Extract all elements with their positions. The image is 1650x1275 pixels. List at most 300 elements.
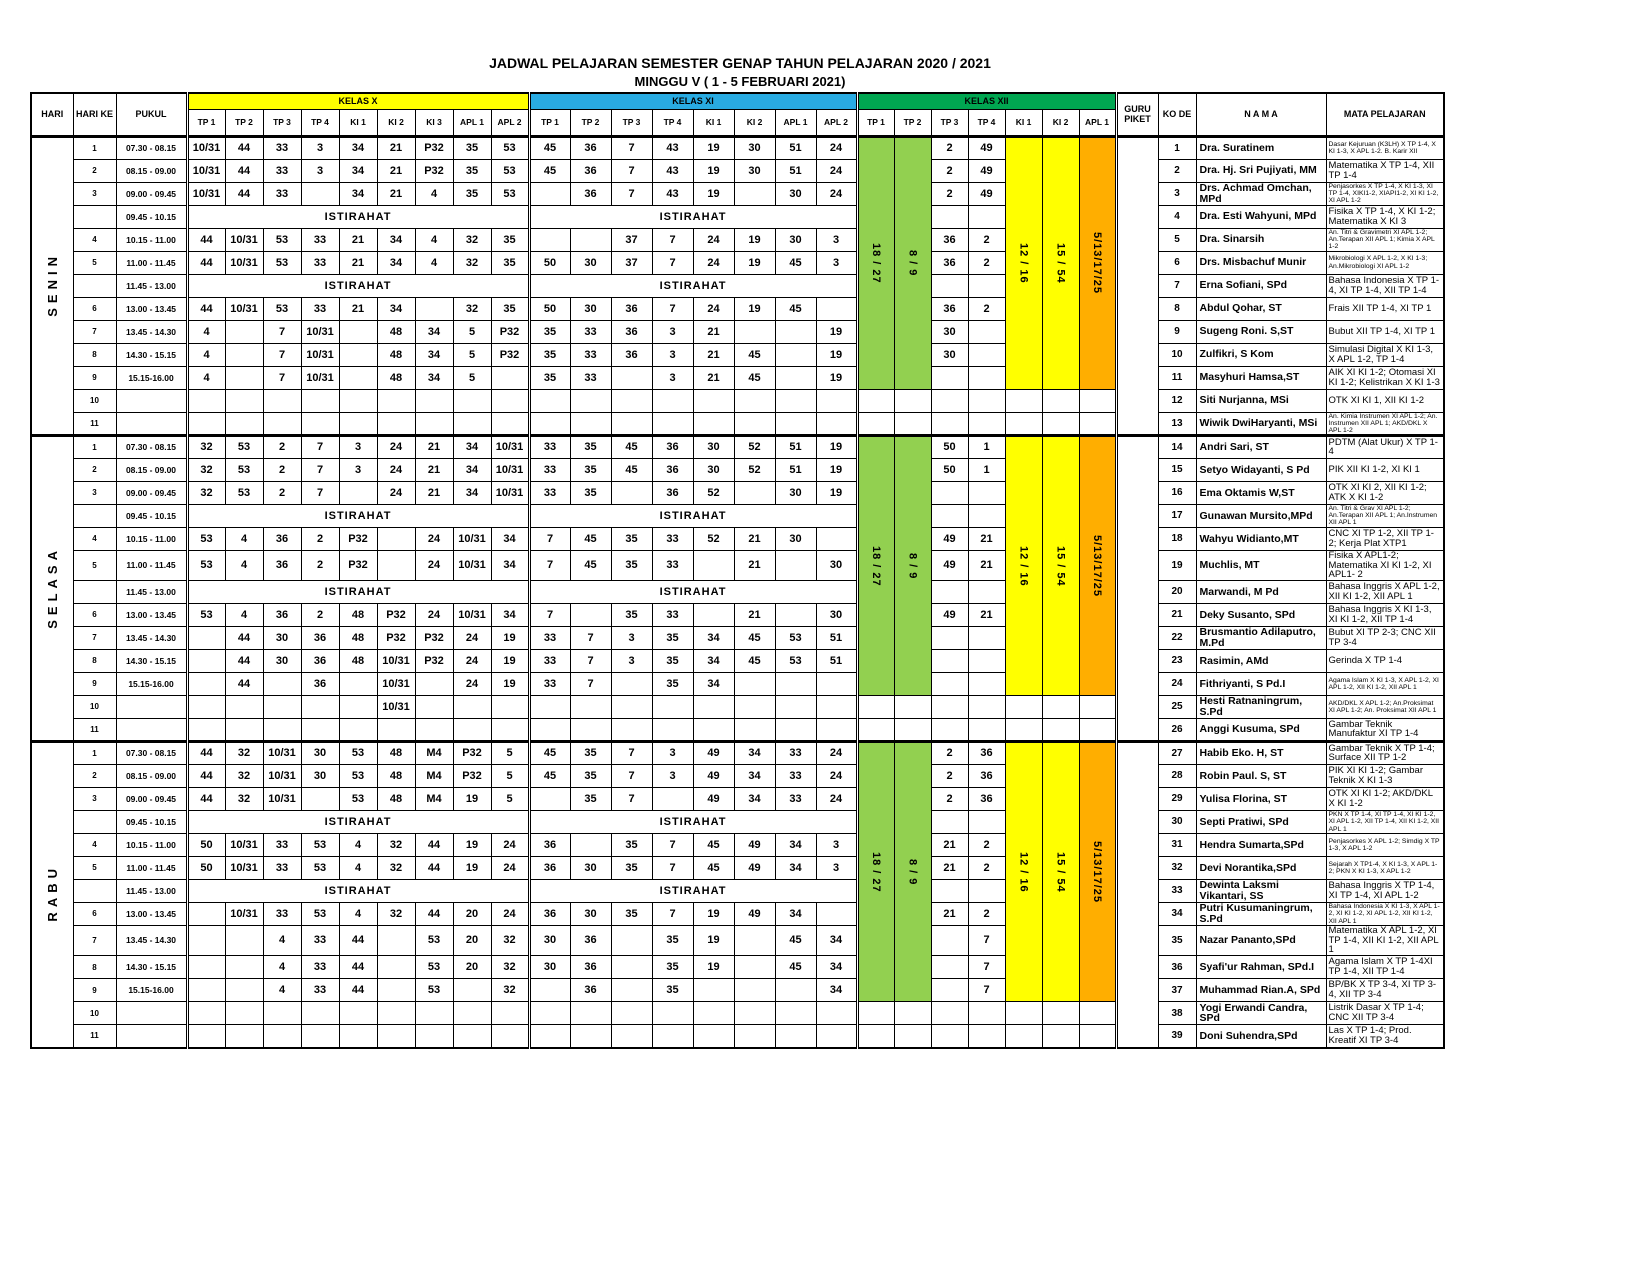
xi-cell — [734, 182, 775, 205]
x-cell: 33 — [263, 833, 301, 856]
col-header: TP 4 — [301, 109, 339, 136]
xii-cell — [968, 626, 1005, 649]
day-label — [31, 741, 73, 1047]
x-cell: 44 — [187, 787, 225, 810]
x-cell: 24 — [415, 603, 453, 626]
x-cell: 34 — [491, 603, 529, 626]
xi-cell — [611, 481, 652, 504]
x-cell: 32 — [377, 856, 415, 879]
xi-cell — [816, 1025, 857, 1048]
x-cell: 53 — [225, 481, 263, 504]
xi-cell: 7 — [611, 741, 652, 764]
x-cell: 32 — [187, 481, 225, 504]
x-cell — [187, 925, 225, 955]
period-number: 11 — [73, 718, 116, 741]
xi-cell — [611, 412, 652, 435]
xi-cell — [529, 389, 570, 412]
teacher-subject: Fisika X APL1-2; Matematika XI KI 1-2, XI APL1- 2 — [1326, 550, 1444, 580]
xi-cell — [529, 718, 570, 741]
x-cell: 10/31 — [377, 672, 415, 695]
xi-cell — [734, 672, 775, 695]
teacher-code: 4 — [1158, 205, 1196, 228]
xi-cell: 52 — [734, 435, 775, 458]
xii-cell — [968, 366, 1005, 389]
xi-cell — [652, 412, 693, 435]
x-cell: 10/31 — [263, 787, 301, 810]
x-cell: 44 — [187, 741, 225, 764]
xii-cell — [931, 979, 968, 1002]
x-cell: 24 — [377, 435, 415, 458]
x-cell — [453, 718, 491, 741]
xi-cell: 36 — [529, 902, 570, 925]
x-cell: 24 — [415, 550, 453, 580]
x-cell — [453, 695, 491, 718]
xii-cell: 2 — [931, 764, 968, 787]
x-cell — [377, 925, 415, 955]
x-cell: 44 — [339, 956, 377, 979]
teacher-subject: Bubut XII TP 1-4, XI TP 1 — [1326, 320, 1444, 343]
period-number: 5 — [73, 856, 116, 879]
period-number: 1 — [73, 136, 116, 159]
x-cell — [263, 672, 301, 695]
xi-cell: 19 — [734, 297, 775, 320]
xi-cell — [734, 412, 775, 435]
teacher-code: 8 — [1158, 297, 1196, 320]
xi-cell: 7 — [652, 297, 693, 320]
xi-cell: 33 — [652, 603, 693, 626]
xi-cell: 19 — [816, 343, 857, 366]
x-cell: 10/31 — [187, 159, 225, 182]
teacher-name: Anggi Kusuma, SPd — [1196, 718, 1326, 741]
xi-cell — [611, 1025, 652, 1048]
xi-cell: 36 — [611, 297, 652, 320]
xii-cell — [968, 343, 1005, 366]
xi-cell: 49 — [693, 741, 734, 764]
x-cell: 33 — [301, 297, 339, 320]
x-cell: 53 — [491, 136, 529, 159]
xii-band-ki2: 15 / 54 — [1042, 435, 1079, 695]
teacher-code: 25 — [1158, 695, 1196, 718]
x-cell: 7 — [301, 458, 339, 481]
xi-cell: 34 — [775, 856, 816, 879]
x-cell — [301, 389, 339, 412]
xi-cell: 43 — [652, 182, 693, 205]
x-cell: 21 — [415, 435, 453, 458]
col-header: KI 1 — [1005, 109, 1042, 136]
xii-band-ki1: 12 / 16 — [1005, 435, 1042, 695]
x-cell — [225, 412, 263, 435]
xi-cell: 3 — [816, 833, 857, 856]
period-number: 2 — [73, 159, 116, 182]
x-cell — [491, 1025, 529, 1048]
x-cell — [453, 1025, 491, 1048]
xii-band-apl1: 5/13/17/25 — [1079, 435, 1116, 695]
xii-cell — [968, 205, 1005, 228]
period-number: 3 — [73, 182, 116, 205]
x-cell: 21 — [339, 297, 377, 320]
xii-cell — [1042, 718, 1079, 741]
xi-cell: 33 — [570, 320, 611, 343]
x-cell: 44 — [415, 902, 453, 925]
xii-cell: 7 — [968, 979, 1005, 1002]
x-cell: 33 — [301, 228, 339, 251]
xii-cell — [1079, 389, 1116, 412]
xi-cell: 3 — [652, 366, 693, 389]
x-cell: 10/31 — [453, 550, 491, 580]
xi-cell: 49 — [734, 856, 775, 879]
teacher-name: Wahyu Widianto,MT — [1196, 527, 1326, 550]
x-cell: 53 — [187, 603, 225, 626]
x-cell — [453, 412, 491, 435]
xii-cell: 2 — [968, 856, 1005, 879]
istirahat-cell-xi: ISTIRAHAT — [529, 274, 857, 297]
xii-cell: 21 — [968, 550, 1005, 580]
xii-cell — [1005, 1002, 1042, 1025]
x-cell: 48 — [339, 626, 377, 649]
xi-cell — [693, 603, 734, 626]
x-cell: 5 — [491, 787, 529, 810]
xi-cell: 21 — [693, 366, 734, 389]
x-cell: P32 — [377, 626, 415, 649]
xi-cell: 34 — [693, 649, 734, 672]
xi-cell: 30 — [529, 956, 570, 979]
x-cell: 5 — [453, 366, 491, 389]
x-cell — [339, 718, 377, 741]
xii-cell — [968, 504, 1005, 527]
x-cell: 44 — [225, 626, 263, 649]
x-cell: 44 — [415, 856, 453, 879]
teacher-subject: Matematika X APL 1-2, XI TP 1-4, XII KI 1-2, XII APL 1 — [1326, 925, 1444, 955]
x-cell: 48 — [377, 741, 415, 764]
x-cell: 4 — [415, 228, 453, 251]
x-cell: 44 — [415, 833, 453, 856]
x-cell: 44 — [225, 649, 263, 672]
period-number: 1 — [73, 435, 116, 458]
col-header-hari-ke: HARI KE — [73, 93, 116, 136]
x-cell — [225, 366, 263, 389]
teacher-subject: Penjasorkes X APL 1-2; Simdig X TP 1-3, X APL 1-2 — [1326, 833, 1444, 856]
col-header: APL 2 — [491, 109, 529, 136]
x-cell — [339, 412, 377, 435]
x-cell: 34 — [453, 481, 491, 504]
x-cell: 7 — [301, 435, 339, 458]
xi-cell — [570, 603, 611, 626]
x-cell: 30 — [301, 741, 339, 764]
xii-cell — [894, 1002, 931, 1025]
xi-cell: 30 — [693, 435, 734, 458]
x-cell: 21 — [377, 159, 415, 182]
istirahat-cell-xi: ISTIRAHAT — [529, 504, 857, 527]
xi-cell — [734, 1025, 775, 1048]
xi-cell: 45 — [693, 833, 734, 856]
x-cell — [415, 412, 453, 435]
xi-cell: 30 — [570, 856, 611, 879]
x-cell: 32 — [453, 297, 491, 320]
xi-cell: 35 — [652, 672, 693, 695]
xi-cell: 45 — [734, 649, 775, 672]
xii-band-tp1: 18 / 27 — [857, 136, 894, 389]
xi-cell: 51 — [775, 435, 816, 458]
x-cell: 33 — [301, 979, 339, 1002]
xi-cell: 24 — [693, 228, 734, 251]
xi-cell: 35 — [570, 481, 611, 504]
xii-band-ki2: 15 / 54 — [1042, 741, 1079, 1001]
period-number: 4 — [73, 833, 116, 856]
x-cell: 34 — [339, 136, 377, 159]
x-cell: 20 — [453, 902, 491, 925]
time-cell: 13.00 - 13.45 — [116, 297, 187, 320]
teacher-subject: Simulasi Digital X KI 1-3, X APL 1-2, TP 1-4 — [1326, 343, 1444, 366]
teacher-subject: Fisika X TP 1-4, X KI 1-2; Matematika X KI 3 — [1326, 205, 1444, 228]
x-cell: 4 — [225, 550, 263, 580]
xi-cell: 30 — [734, 136, 775, 159]
col-header: APL 2 — [816, 109, 857, 136]
xi-cell: 30 — [570, 297, 611, 320]
xii-cell: 49 — [968, 136, 1005, 159]
x-cell: 34 — [339, 159, 377, 182]
xi-cell — [570, 695, 611, 718]
x-cell: 33 — [263, 182, 301, 205]
teacher-name: Habib Eko. H, ST — [1196, 741, 1326, 764]
xi-cell: 45 — [611, 458, 652, 481]
xii-cell: 2 — [968, 251, 1005, 274]
x-cell — [263, 695, 301, 718]
period-number: 10 — [73, 389, 116, 412]
xii-cell: 49 — [931, 527, 968, 550]
xii-cell: 2 — [968, 902, 1005, 925]
x-cell: 53 — [187, 527, 225, 550]
xi-cell — [816, 1002, 857, 1025]
teacher-code: 14 — [1158, 435, 1196, 458]
xii-cell: 7 — [968, 956, 1005, 979]
col-header-guru-piket: GURU PIKET — [1116, 93, 1158, 136]
period-number: 3 — [73, 787, 116, 810]
teacher-name: Devi Norantika,SPd — [1196, 856, 1326, 879]
teacher-subject: Matematika X TP 1-4, XII TP 1-4 — [1326, 159, 1444, 182]
x-cell — [339, 343, 377, 366]
x-cell: 4 — [263, 956, 301, 979]
xii-cell: 21 — [931, 833, 968, 856]
x-cell: 4 — [339, 833, 377, 856]
x-cell: 53 — [339, 741, 377, 764]
xi-cell: 45 — [529, 764, 570, 787]
teacher-name: Muhammad Rian.A, SPd — [1196, 979, 1326, 1002]
x-cell — [301, 718, 339, 741]
teacher-subject: An. Titri & Grav XI APL 1-2; An.Terapan XII APL 1; An.Instrumen XII APL 1 — [1326, 504, 1444, 527]
x-cell: 32 — [453, 228, 491, 251]
xii-band-apl1: 5/13/17/25 — [1079, 136, 1116, 389]
period-number: 9 — [73, 979, 116, 1002]
x-cell — [263, 1025, 301, 1048]
x-cell: 33 — [301, 956, 339, 979]
x-cell: 53 — [263, 251, 301, 274]
xi-cell: 36 — [529, 856, 570, 879]
x-cell: M4 — [415, 787, 453, 810]
xi-cell: 7 — [652, 833, 693, 856]
xi-cell: 34 — [734, 764, 775, 787]
x-cell: 53 — [339, 787, 377, 810]
x-cell: P32 — [415, 649, 453, 672]
xi-cell: 45 — [775, 251, 816, 274]
x-cell: 19 — [491, 672, 529, 695]
time-cell: 11.45 - 13.00 — [116, 274, 187, 297]
x-cell — [225, 695, 263, 718]
xi-cell — [775, 389, 816, 412]
teacher-name: Wiwik DwiHaryanti, MSi — [1196, 412, 1326, 435]
x-cell: 32 — [491, 956, 529, 979]
xi-cell — [775, 343, 816, 366]
x-cell: 36 — [301, 672, 339, 695]
x-cell — [415, 672, 453, 695]
x-cell: 44 — [187, 228, 225, 251]
istirahat-cell-xi: ISTIRAHAT — [529, 879, 857, 902]
teacher-subject: Penjasorkes X TP 1-4, X KI 1-3, XI TP 1-4, XIKI1-2, XIAPI1-2, XI KI 1-2, XI APL 1-2 — [1326, 182, 1444, 205]
xii-band-tp2: 8 / 9 — [894, 435, 931, 695]
col-header: APL 1 — [453, 109, 491, 136]
x-cell: 5 — [491, 741, 529, 764]
x-cell: 48 — [377, 787, 415, 810]
xi-cell — [775, 603, 816, 626]
x-cell: 10/31 — [491, 481, 529, 504]
x-cell: 36 — [301, 626, 339, 649]
xi-cell — [611, 956, 652, 979]
day-label — [31, 136, 73, 435]
xii-cell — [1042, 1002, 1079, 1025]
xi-cell: 45 — [529, 159, 570, 182]
xi-cell: 35 — [611, 833, 652, 856]
x-cell — [453, 1002, 491, 1025]
x-cell: P32 — [491, 343, 529, 366]
x-cell: 32 — [491, 925, 529, 955]
x-cell — [187, 1025, 225, 1048]
xi-cell: 34 — [734, 787, 775, 810]
istirahat-cell-xi: ISTIRAHAT — [529, 810, 857, 833]
xi-cell: 34 — [816, 956, 857, 979]
x-cell: 2 — [301, 550, 339, 580]
xi-cell: 45 — [570, 550, 611, 580]
xii-cell: 49 — [968, 159, 1005, 182]
xi-cell: 52 — [693, 481, 734, 504]
xi-cell — [734, 320, 775, 343]
x-cell: 5 — [453, 320, 491, 343]
period-number: 9 — [73, 672, 116, 695]
teacher-subject: Frais XII TP 1-4, XI TP 1 — [1326, 297, 1444, 320]
x-cell: 34 — [377, 297, 415, 320]
teacher-name: Hesti Ratnaningrum, S.Pd — [1196, 695, 1326, 718]
x-cell: 19 — [491, 649, 529, 672]
teacher-name: Siti Nurjanna, MSi — [1196, 389, 1326, 412]
x-cell: 34 — [415, 320, 453, 343]
col-header: TP 1 — [187, 109, 225, 136]
xi-cell: 35 — [652, 649, 693, 672]
xii-cell: 2 — [931, 136, 968, 159]
col-header: TP 1 — [529, 109, 570, 136]
teacher-subject: OTK XI KI 2, XII KI 1-2; ATK X KI 1-2 — [1326, 481, 1444, 504]
col-header-hari: HARI — [31, 93, 73, 136]
x-cell: 7 — [263, 320, 301, 343]
xi-cell: 52 — [734, 458, 775, 481]
teacher-code: 17 — [1158, 504, 1196, 527]
x-cell: 10/31 — [377, 649, 415, 672]
x-cell — [491, 1002, 529, 1025]
x-cell — [339, 695, 377, 718]
xi-cell: 36 — [570, 925, 611, 955]
time-cell: 08.15 - 09.00 — [116, 764, 187, 787]
xii-cell — [968, 695, 1005, 718]
teacher-code: 39 — [1158, 1025, 1196, 1048]
x-cell: 35 — [491, 251, 529, 274]
teacher-subject: Listrik Dasar X TP 1-4; CNC XII TP 3-4 — [1326, 1002, 1444, 1025]
teacher-name: Gunawan Mursito,MPd — [1196, 504, 1326, 527]
xii-cell — [931, 412, 968, 435]
istirahat-cell-x: ISTIRAHAT — [187, 205, 529, 228]
xi-cell — [816, 527, 857, 550]
xi-cell: 45 — [775, 956, 816, 979]
xii-cell — [931, 649, 968, 672]
teacher-subject: PIK XI KI 1-2; Gambar Teknik X KI 1-3 — [1326, 764, 1444, 787]
xi-cell — [611, 979, 652, 1002]
day-label-text: SELASA — [44, 545, 60, 629]
teacher-code: 18 — [1158, 527, 1196, 550]
xi-cell — [611, 718, 652, 741]
xi-cell: 36 — [611, 320, 652, 343]
x-cell: P32 — [339, 550, 377, 580]
teacher-name: Masyhuri Hamsa,ST — [1196, 366, 1326, 389]
period-number: 1 — [73, 741, 116, 764]
xi-cell — [693, 1025, 734, 1048]
xii-cell: 36 — [968, 741, 1005, 764]
x-cell: 3 — [301, 136, 339, 159]
xii-cell: 7 — [968, 925, 1005, 955]
x-cell: 32 — [225, 764, 263, 787]
xii-cell — [894, 718, 931, 741]
xii-cell — [1042, 1025, 1079, 1048]
time-cell — [116, 1025, 187, 1048]
teacher-name: Syafi'ur Rahman, SPd.I — [1196, 956, 1326, 979]
x-cell: P32 — [491, 320, 529, 343]
col-header: KI 1 — [693, 109, 734, 136]
xii-cell: 36 — [931, 297, 968, 320]
x-cell: 24 — [377, 481, 415, 504]
teacher-name: Putri Kusumaningrum, S.Pd — [1196, 902, 1326, 925]
xii-cell — [968, 1025, 1005, 1048]
xi-cell — [611, 925, 652, 955]
teacher-subject: PDTM (Alat Ukur) X TP 1-4 — [1326, 435, 1444, 458]
xi-cell: 45 — [734, 626, 775, 649]
xi-cell: 51 — [816, 626, 857, 649]
time-cell: 07.30 - 08.15 — [116, 435, 187, 458]
col-header: TP 2 — [570, 109, 611, 136]
xi-cell: 19 — [693, 182, 734, 205]
xi-cell — [529, 1025, 570, 1048]
xi-cell — [734, 1002, 775, 1025]
teacher-code: 34 — [1158, 902, 1196, 925]
teacher-subject: Bahasa Indonesia X KI 1-3, X APL 1-2, XI KI 1-2, XI APL 1-2, XII KI 1-2, XII APL 1 — [1326, 902, 1444, 925]
x-cell: 30 — [301, 764, 339, 787]
x-cell: 32 — [187, 435, 225, 458]
istirahat-cell-xi: ISTIRAHAT — [529, 580, 857, 603]
xi-cell: 45 — [734, 366, 775, 389]
xi-cell: 24 — [816, 136, 857, 159]
xi-cell — [570, 228, 611, 251]
x-cell — [187, 672, 225, 695]
x-cell: 21 — [377, 136, 415, 159]
xi-cell: 35 — [652, 979, 693, 1002]
time-cell: 13.00 - 13.45 — [116, 603, 187, 626]
teacher-code: 10 — [1158, 343, 1196, 366]
x-cell — [491, 389, 529, 412]
teacher-subject: An. Kimia Instrumen XI APL 1-2; An. Instrumen XII APL 1; AKD/DKL X APL 1-2 — [1326, 412, 1444, 435]
